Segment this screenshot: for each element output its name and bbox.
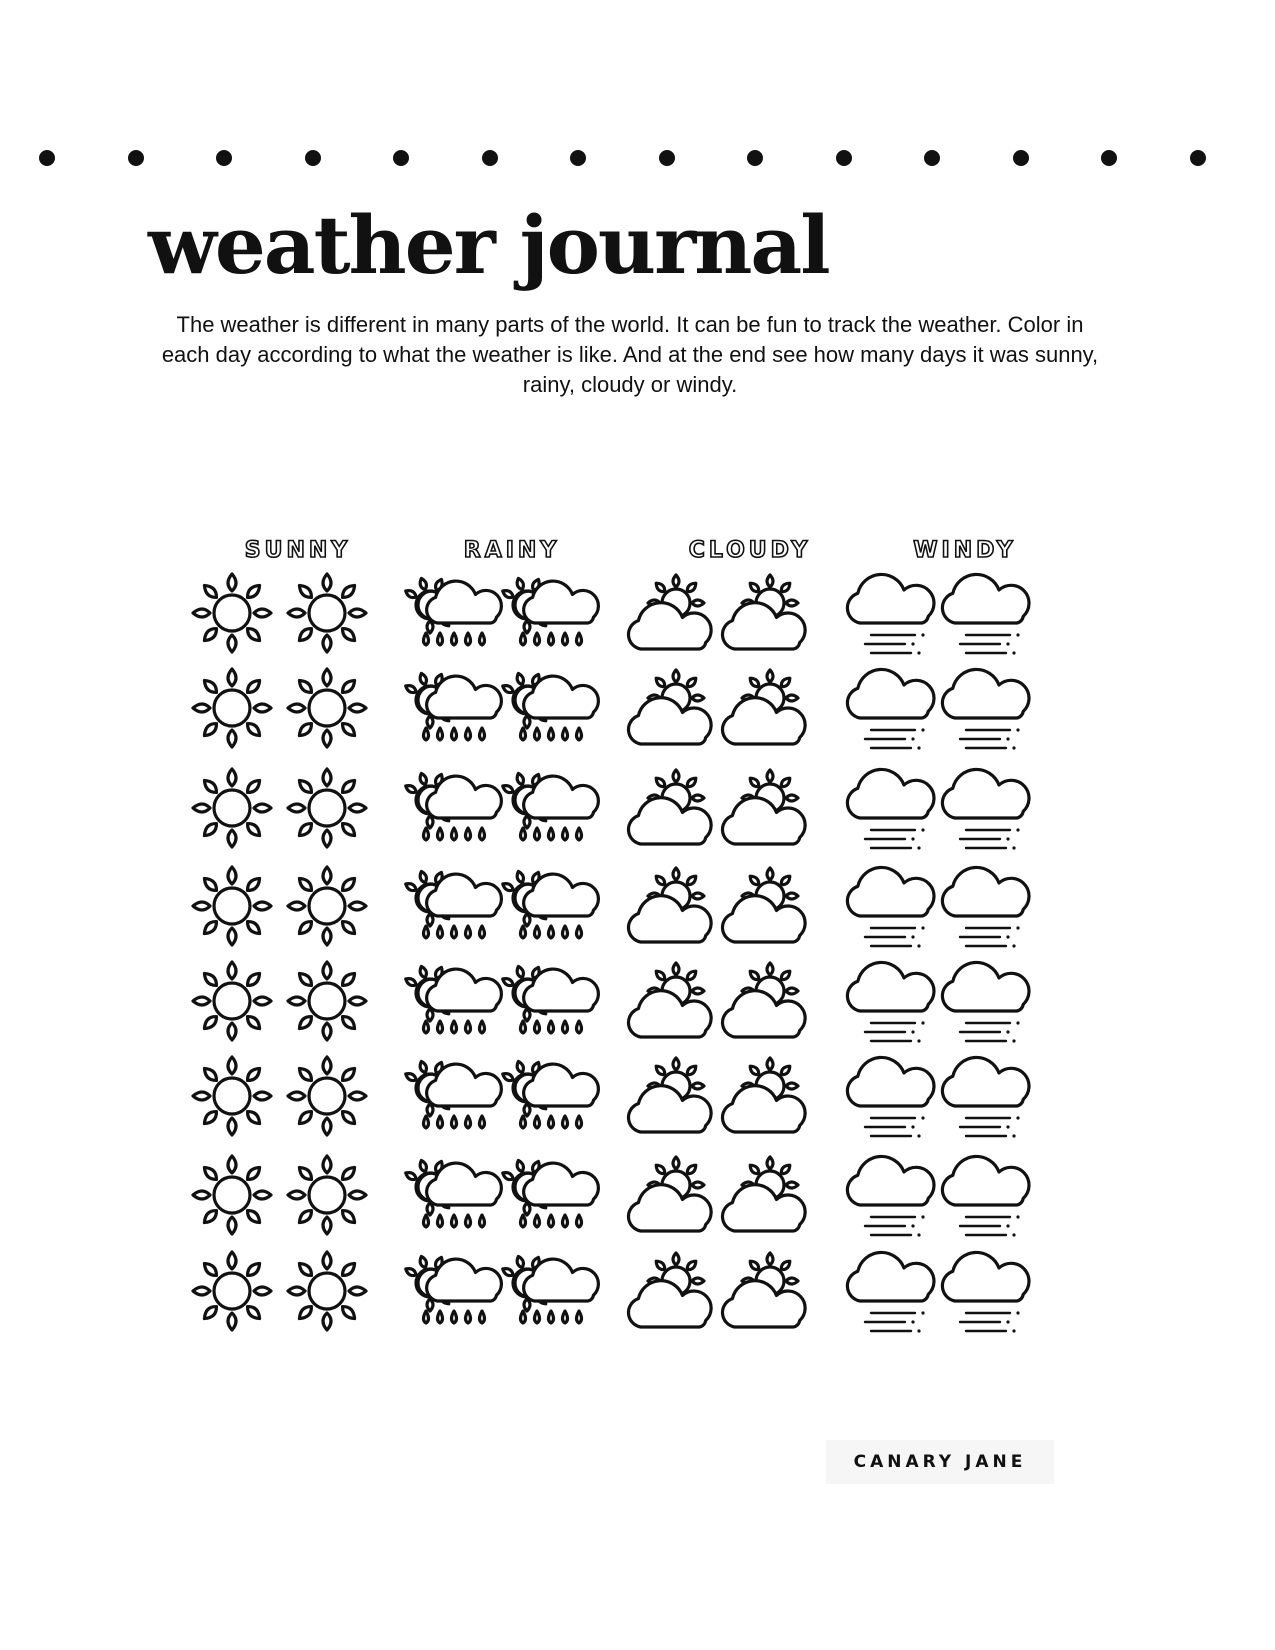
wind-cloud-icon[interactable] xyxy=(847,1156,934,1236)
intro-paragraph: The weather is different in many parts of the world. It can be fun to track the weather. Color in each day according to what the weather is like. And at the end see how many days it was sunny, rainy, cloudy or windy. xyxy=(161,312,1099,397)
sun-rain-cloud-icon[interactable] xyxy=(406,966,502,1033)
brand-label: CANARY JANE xyxy=(853,1452,1027,1472)
sun-icon[interactable] xyxy=(288,669,366,747)
sun-behind-cloud-icon[interactable] xyxy=(628,1253,711,1327)
sun-behind-cloud-icon[interactable] xyxy=(628,670,711,744)
sun-icon[interactable] xyxy=(288,962,366,1040)
sun-rain-cloud-icon[interactable] xyxy=(503,578,599,645)
column-header-windy: WINDY xyxy=(913,538,1017,563)
wind-cloud-icon[interactable] xyxy=(942,1156,1029,1236)
sun-rain-cloud-icon[interactable] xyxy=(406,773,502,840)
sun-behind-cloud-icon[interactable] xyxy=(722,868,805,942)
wind-cloud-icon[interactable] xyxy=(942,769,1029,849)
sun-behind-cloud-icon[interactable] xyxy=(628,963,711,1037)
sun-icon[interactable] xyxy=(193,867,271,945)
column-header-cloudy: CLOUDY xyxy=(688,538,812,563)
wind-cloud-icon[interactable] xyxy=(942,867,1029,947)
sun-rain-cloud-icon[interactable] xyxy=(406,673,502,740)
sun-behind-cloud-icon[interactable] xyxy=(722,1058,805,1132)
column-header-sunny: SUNNY xyxy=(244,538,352,563)
brand-box xyxy=(826,1440,1054,1484)
sun-rain-cloud-icon[interactable] xyxy=(503,871,599,938)
sun-icon[interactable] xyxy=(193,1057,271,1135)
column-header-rainy: RAINY xyxy=(463,538,561,563)
wind-cloud-icon[interactable] xyxy=(942,962,1029,1042)
sun-icon[interactable] xyxy=(193,769,271,847)
sun-behind-cloud-icon[interactable] xyxy=(722,963,805,1037)
sun-behind-cloud-icon[interactable] xyxy=(722,670,805,744)
page-title: weather journal xyxy=(148,198,829,292)
sun-icon[interactable] xyxy=(193,669,271,747)
sun-rain-cloud-icon[interactable] xyxy=(503,1160,599,1227)
sun-rain-cloud-icon[interactable] xyxy=(503,673,599,740)
wind-cloud-icon[interactable] xyxy=(847,867,934,947)
sun-behind-cloud-icon[interactable] xyxy=(628,575,711,649)
wind-cloud-icon[interactable] xyxy=(847,669,934,749)
sun-rain-cloud-icon[interactable] xyxy=(503,1061,599,1128)
sun-rain-cloud-icon[interactable] xyxy=(503,966,599,1033)
sun-icon[interactable] xyxy=(288,867,366,945)
sun-icon[interactable] xyxy=(288,1057,366,1135)
sun-icon[interactable] xyxy=(193,1156,271,1234)
sun-behind-cloud-icon[interactable] xyxy=(628,868,711,942)
wind-cloud-icon[interactable] xyxy=(942,574,1029,654)
sun-behind-cloud-icon[interactable] xyxy=(722,1157,805,1231)
sun-icon[interactable] xyxy=(288,1252,366,1330)
sun-behind-cloud-icon[interactable] xyxy=(722,575,805,649)
sun-icon[interactable] xyxy=(288,769,366,847)
wind-cloud-icon[interactable] xyxy=(942,669,1029,749)
sun-behind-cloud-icon[interactable] xyxy=(628,770,711,844)
sun-rain-cloud-icon[interactable] xyxy=(406,578,502,645)
wind-cloud-icon[interactable] xyxy=(942,1252,1029,1332)
sun-behind-cloud-icon[interactable] xyxy=(628,1157,711,1231)
wind-cloud-icon[interactable] xyxy=(847,1252,934,1332)
sun-rain-cloud-icon[interactable] xyxy=(406,871,502,938)
wind-cloud-icon[interactable] xyxy=(847,769,934,849)
sun-icon[interactable] xyxy=(193,574,271,652)
sun-rain-cloud-icon[interactable] xyxy=(406,1160,502,1227)
sun-rain-cloud-icon[interactable] xyxy=(503,1256,599,1323)
sun-icon[interactable] xyxy=(288,1156,366,1234)
sun-rain-cloud-icon[interactable] xyxy=(406,1061,502,1128)
wind-cloud-icon[interactable] xyxy=(942,1057,1029,1137)
sun-icon[interactable] xyxy=(288,574,366,652)
wind-cloud-icon[interactable] xyxy=(847,574,934,654)
sun-behind-cloud-icon[interactable] xyxy=(722,1253,805,1327)
sun-behind-cloud-icon[interactable] xyxy=(722,770,805,844)
sun-icon[interactable] xyxy=(193,962,271,1040)
sun-rain-cloud-icon[interactable] xyxy=(406,1256,502,1323)
wind-cloud-icon[interactable] xyxy=(847,962,934,1042)
sun-icon[interactable] xyxy=(193,1252,271,1330)
sun-rain-cloud-icon[interactable] xyxy=(503,773,599,840)
sun-behind-cloud-icon[interactable] xyxy=(628,1058,711,1132)
wind-cloud-icon[interactable] xyxy=(847,1057,934,1137)
